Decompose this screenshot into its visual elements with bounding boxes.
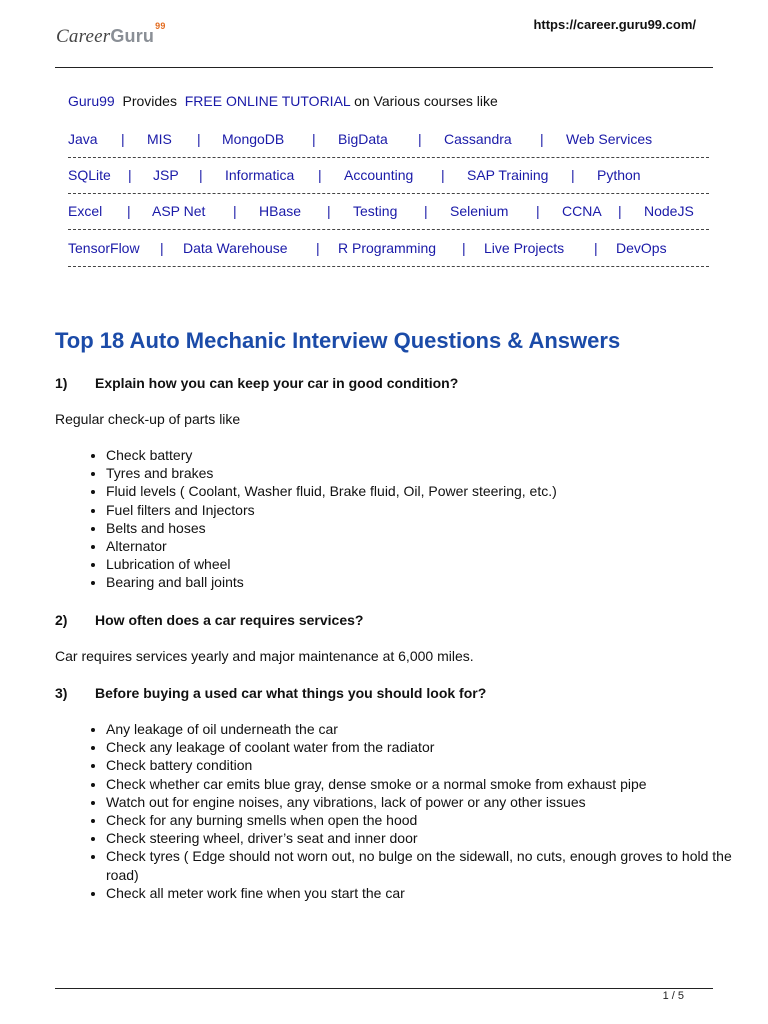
course-link-asp-net[interactable]: ASP Net	[152, 203, 206, 219]
course-link-devops[interactable]: DevOps	[616, 240, 667, 256]
course-link-data-warehouse[interactable]: Data Warehouse	[183, 240, 288, 256]
course-row-2	[68, 167, 708, 185]
logo-text-career: Career	[56, 26, 111, 47]
course-separator: |	[540, 131, 544, 147]
course-row-4	[68, 240, 708, 258]
course-separator: |	[160, 240, 164, 256]
question-2	[55, 612, 363, 628]
header-url[interactable]: https://career.guru99.com/	[533, 17, 696, 32]
intro-free-tutorial-link[interactable]: FREE ONLINE TUTORIAL	[184, 93, 351, 109]
list-item: • Watch out for engine noises, any vibrations, lack of power or any other issues	[106, 793, 736, 811]
question-text: Before buying a used car what things you should look for?	[95, 685, 487, 701]
course-link-mongodb[interactable]: MongoDB	[222, 131, 285, 147]
course-separator: |	[571, 167, 575, 183]
course-separator: |	[327, 203, 331, 219]
course-link-web-services[interactable]: Web Services	[566, 131, 653, 147]
course-separator: |	[424, 203, 428, 219]
course-link-informatica[interactable]: Informatica	[225, 167, 295, 183]
header-divider	[55, 67, 713, 68]
logo-text-99: 99	[155, 20, 166, 31]
course-separator: |	[594, 240, 598, 256]
list-item: • Tyres and brakes	[106, 464, 736, 482]
list-item: • Lubrication of wheel	[106, 555, 736, 573]
course-separator: |	[233, 203, 237, 219]
list-item: • Check for any burning smells when open the hood	[106, 811, 736, 829]
list-item: • Check tyres ( Edge should not worn out, no bulge on the sidewall, no cuts, enough groves to hold the road)	[106, 847, 736, 883]
question-number: 2)	[55, 612, 68, 628]
course-link-ccna[interactable]: CCNA	[562, 203, 602, 219]
list-item: • Belts and hoses	[106, 519, 736, 537]
course-link-bigdata[interactable]: BigData	[338, 131, 388, 147]
list-item: • Check all meter work fine when you start the car	[106, 884, 736, 902]
course-link-mis[interactable]: MIS	[147, 131, 172, 147]
page-title: Top 18 Auto Mechanic Interview Questions & Answers	[55, 328, 621, 353]
course-row-3	[68, 203, 708, 221]
course-separator: |	[312, 131, 316, 147]
list-item: • Check battery	[106, 446, 736, 464]
list-item: • Fuel filters and Injectors	[106, 501, 736, 519]
course-link-hbase[interactable]: HBase	[259, 203, 302, 219]
course-link-sqlite[interactable]: SQLite	[68, 167, 111, 183]
course-separator: |	[318, 167, 322, 183]
course-separator: |	[199, 167, 203, 183]
course-separator: |	[418, 131, 422, 147]
dashed-divider	[68, 229, 709, 230]
footer-divider	[55, 988, 713, 989]
dashed-divider	[68, 193, 709, 194]
page-number: 1 / 5	[662, 990, 684, 1002]
course-link-nodejs[interactable]: NodeJS	[644, 203, 694, 219]
dashed-divider	[68, 266, 709, 267]
answer-1-text: Regular check-up of parts like	[55, 411, 241, 427]
course-link-r-programming[interactable]: R Programming	[338, 240, 437, 256]
intro-provides: Provides	[122, 93, 177, 109]
question-3	[55, 685, 486, 701]
answer-2-text: Car requires services yearly and major maintenance at 6,000 miles.	[55, 648, 474, 664]
list-item: • Check any leakage of coolant water from the radiator	[106, 738, 736, 756]
list-item: • Fluid levels ( Coolant, Washer fluid, Brake fluid, Oil, Power steering, etc.)	[106, 482, 736, 500]
course-separator: |	[197, 131, 201, 147]
question-number: 1)	[55, 375, 68, 391]
course-link-selenium[interactable]: Selenium	[450, 203, 509, 219]
course-link-cassandra[interactable]: Cassandra	[444, 131, 512, 147]
course-separator: |	[316, 240, 320, 256]
list-item: • Check whether car emits blue gray, dense smoke or a normal smoke from exhaust pipe	[106, 775, 736, 793]
list-item: • Check battery condition	[106, 756, 736, 774]
list-item: • Alternator	[106, 537, 736, 555]
course-row-1	[68, 131, 708, 149]
course-link-python[interactable]: Python	[597, 167, 641, 183]
course-separator: |	[536, 203, 540, 219]
answer-3-list	[86, 720, 736, 902]
course-separator: |	[128, 167, 132, 183]
course-link-sap-training[interactable]: SAP Training	[467, 167, 549, 183]
course-link-live-projects[interactable]: Live Projects	[484, 240, 565, 256]
course-link-jsp[interactable]: JSP	[153, 167, 179, 183]
course-separator: |	[121, 131, 125, 147]
course-separator: |	[462, 240, 466, 256]
course-separator: |	[127, 203, 131, 219]
careerguru-logo[interactable]	[56, 20, 166, 48]
intro-rest: on Various courses like	[354, 93, 498, 109]
intro-brand-link[interactable]: Guru99	[68, 93, 115, 109]
logo-text-guru: Guru	[110, 26, 155, 46]
course-link-tensorflow[interactable]: TensorFlow	[68, 240, 140, 256]
question-text: How often does a car requires services?	[95, 612, 364, 628]
dashed-divider	[68, 157, 709, 158]
question-text: Explain how you can keep your car in good condition?	[95, 375, 459, 391]
course-separator: |	[618, 203, 622, 219]
course-link-excel[interactable]: Excel	[68, 203, 103, 219]
question-1	[55, 375, 458, 391]
course-link-testing[interactable]: Testing	[353, 203, 398, 219]
intro-line	[68, 93, 498, 109]
question-number: 3)	[55, 685, 68, 701]
list-item: • Any leakage of oil underneath the car	[106, 720, 736, 738]
list-item: • Bearing and ball joints	[106, 573, 736, 591]
course-separator: |	[441, 167, 445, 183]
course-link-accounting[interactable]: Accounting	[344, 167, 414, 183]
course-link-java[interactable]: Java	[68, 131, 98, 147]
answer-1-list	[86, 446, 736, 592]
list-item: • Check steering wheel, driver’s seat and inner door	[106, 829, 736, 847]
